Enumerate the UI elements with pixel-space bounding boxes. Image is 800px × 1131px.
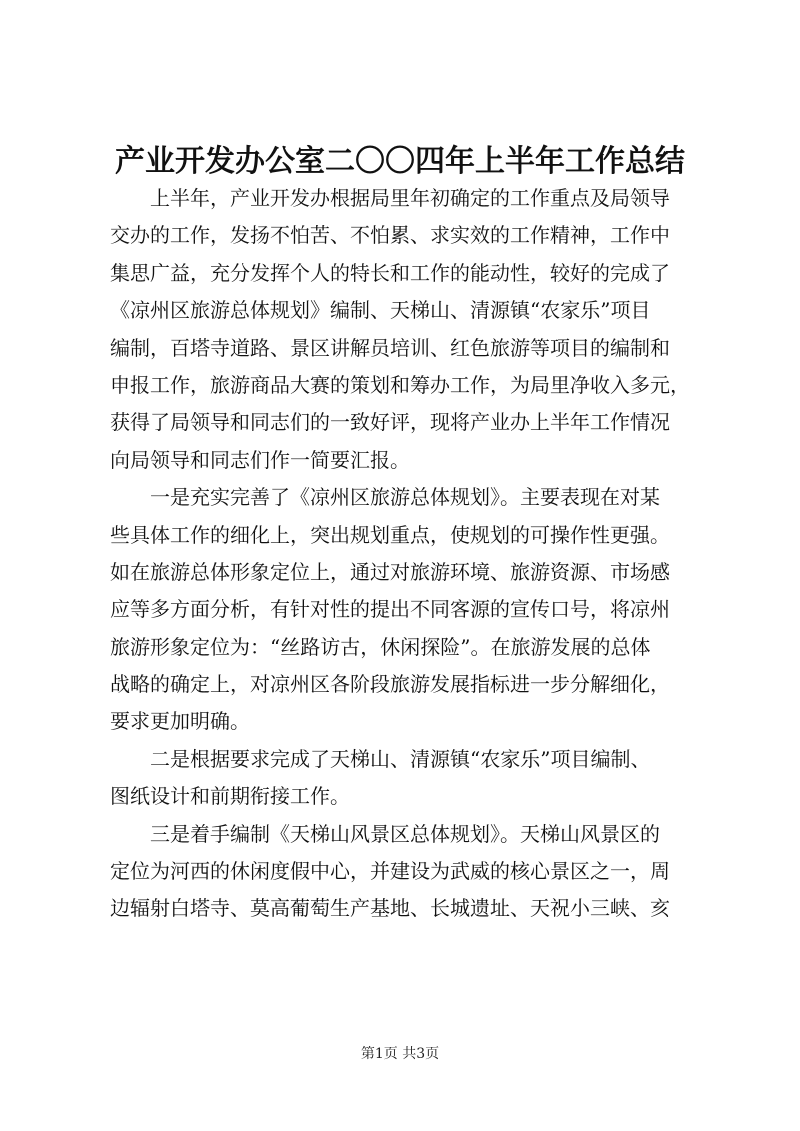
paragraph-item-3 [110, 816, 710, 928]
text-line: 应等多方面分析，有针对性的提出不同客源的宣传口号，将凉州 [110, 597, 670, 622]
text-line: 定位为河西的休闲度假中心，并建设为武威的核心景区之一，周 [110, 859, 670, 884]
text-line: 向局领导和同志们作一简要汇报。 [110, 447, 410, 472]
text-line: 如在旅游总体形象定位上，通过对旅游环境、旅游资源、市场感 [110, 559, 670, 584]
text-line: 一是充实完善了《凉州区旅游总体规划》。主要表现在对某 [150, 485, 660, 510]
text-line: 战略的确定上，对凉州区各阶段旅游发展指标进一步分解细化， [110, 672, 670, 697]
text-line: 交办的工作，发扬不怕苦、不怕累、求实效的工作精神，工作中 [110, 223, 670, 248]
text-line: 《凉州区旅游总体规划》编制、天梯山、清源镇“农家乐”项目 [110, 298, 651, 323]
text-line: 三是着手编制《天梯山风景区总体规划》。天梯山风景区的 [150, 821, 660, 846]
text-line: 旅游形象定位为：“丝路访古，休闲探险”。在旅游发展的总体 [110, 634, 651, 659]
document-body [110, 180, 710, 928]
text-line: 上半年，产业开发办根据局里年初确定的工作重点及局领导 [150, 186, 670, 210]
text-line: 获得了局领导和同志们的一致好评，现将产业办上半年工作情况 [110, 410, 670, 435]
text-line: 申报工作，旅游商品大赛的策划和筹办工作，为局里净收入多元， [110, 372, 690, 397]
document-title: 产业开发办公室二〇〇四年上半年工作总结 [115, 144, 685, 179]
text-line: 集思广益，充分发挥个人的特长和工作的能动性，较好的完成了 [110, 260, 670, 285]
text-line: 二是根据要求完成了天梯山、清源镇“农家乐”项目编制、 [150, 746, 651, 771]
paragraph-item-1 [110, 479, 710, 741]
text-line: 些具体工作的细化上，突出规划重点，使规划的可操作性更强。 [110, 522, 670, 547]
paragraph-intro [110, 180, 710, 479]
page-number-footer: 第1页 共3页 [360, 1046, 440, 1062]
text-line: 图纸设计和前期衔接工作。 [110, 784, 350, 809]
text-line: 编制，百塔寺道路、景区讲解员培训、红色旅游等项目的编制和 [110, 335, 670, 360]
text-line: 边辐射白塔寺、莫高葡萄生产基地、长城遗址、天祝小三峡、亥 [110, 896, 670, 921]
text-line: 要求更加明确。 [110, 709, 250, 734]
paragraph-item-2 [110, 741, 710, 816]
